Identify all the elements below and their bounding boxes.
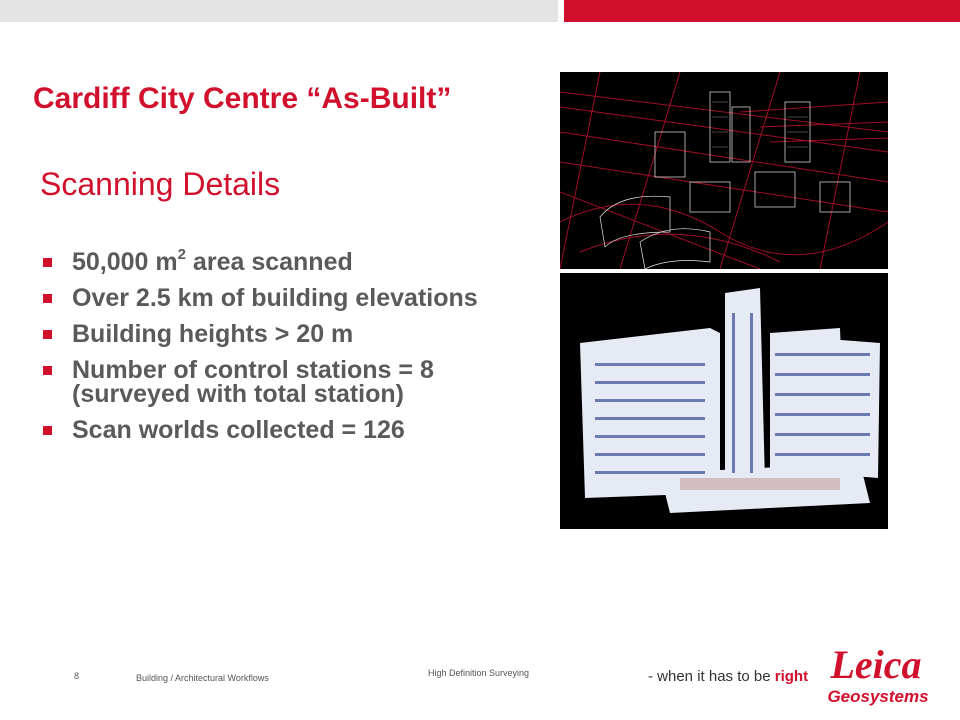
bullet-square-icon xyxy=(43,426,52,435)
slide-subtitle: Scanning Details xyxy=(40,166,281,202)
tagline-prefix: - when it has to be xyxy=(648,668,775,685)
bullet-text: Number of control stations = 8 (surveyed with total station) xyxy=(72,356,434,408)
point-cloud-image xyxy=(560,273,888,529)
bullet-text-post: area scanned xyxy=(185,248,353,276)
tagline-emphasis: right xyxy=(774,668,809,685)
bullet-superscript: 2 xyxy=(177,245,186,263)
slide-title: Cardiff City Centre “As-Built” xyxy=(33,82,452,115)
footer-section: Building / Architectural Workflows xyxy=(136,673,269,683)
bullet-square-icon xyxy=(43,330,52,339)
bullet-item xyxy=(40,286,520,310)
tagline xyxy=(648,668,808,685)
bullet-list xyxy=(40,245,520,454)
page-number: 8 xyxy=(74,671,80,681)
top-bar-red xyxy=(564,0,960,22)
leica-geosystems-logo xyxy=(820,640,932,708)
footer-center-text: High Definition Surveying xyxy=(428,668,530,678)
logo-word: Leica xyxy=(830,642,922,687)
bullet-text: Scan worlds collected = 126 xyxy=(72,416,405,444)
bullet-square-icon xyxy=(43,366,52,375)
bullet-square-icon xyxy=(43,258,52,267)
logo-sub: Geosystems xyxy=(827,687,929,706)
bullet-item xyxy=(40,322,520,346)
top-bar-grey xyxy=(0,0,558,22)
cad-wireframe-image xyxy=(560,72,888,269)
bullet-item xyxy=(40,418,520,442)
bullet-text: Over 2.5 km of building elevations xyxy=(72,284,478,312)
bullet-text-pre: 50,000 m xyxy=(72,248,178,276)
bullet-text: Building heights > 20 m xyxy=(72,320,354,348)
bullet-item xyxy=(40,245,520,276)
bullet-square-icon xyxy=(43,294,52,303)
bullet-item xyxy=(40,358,520,406)
